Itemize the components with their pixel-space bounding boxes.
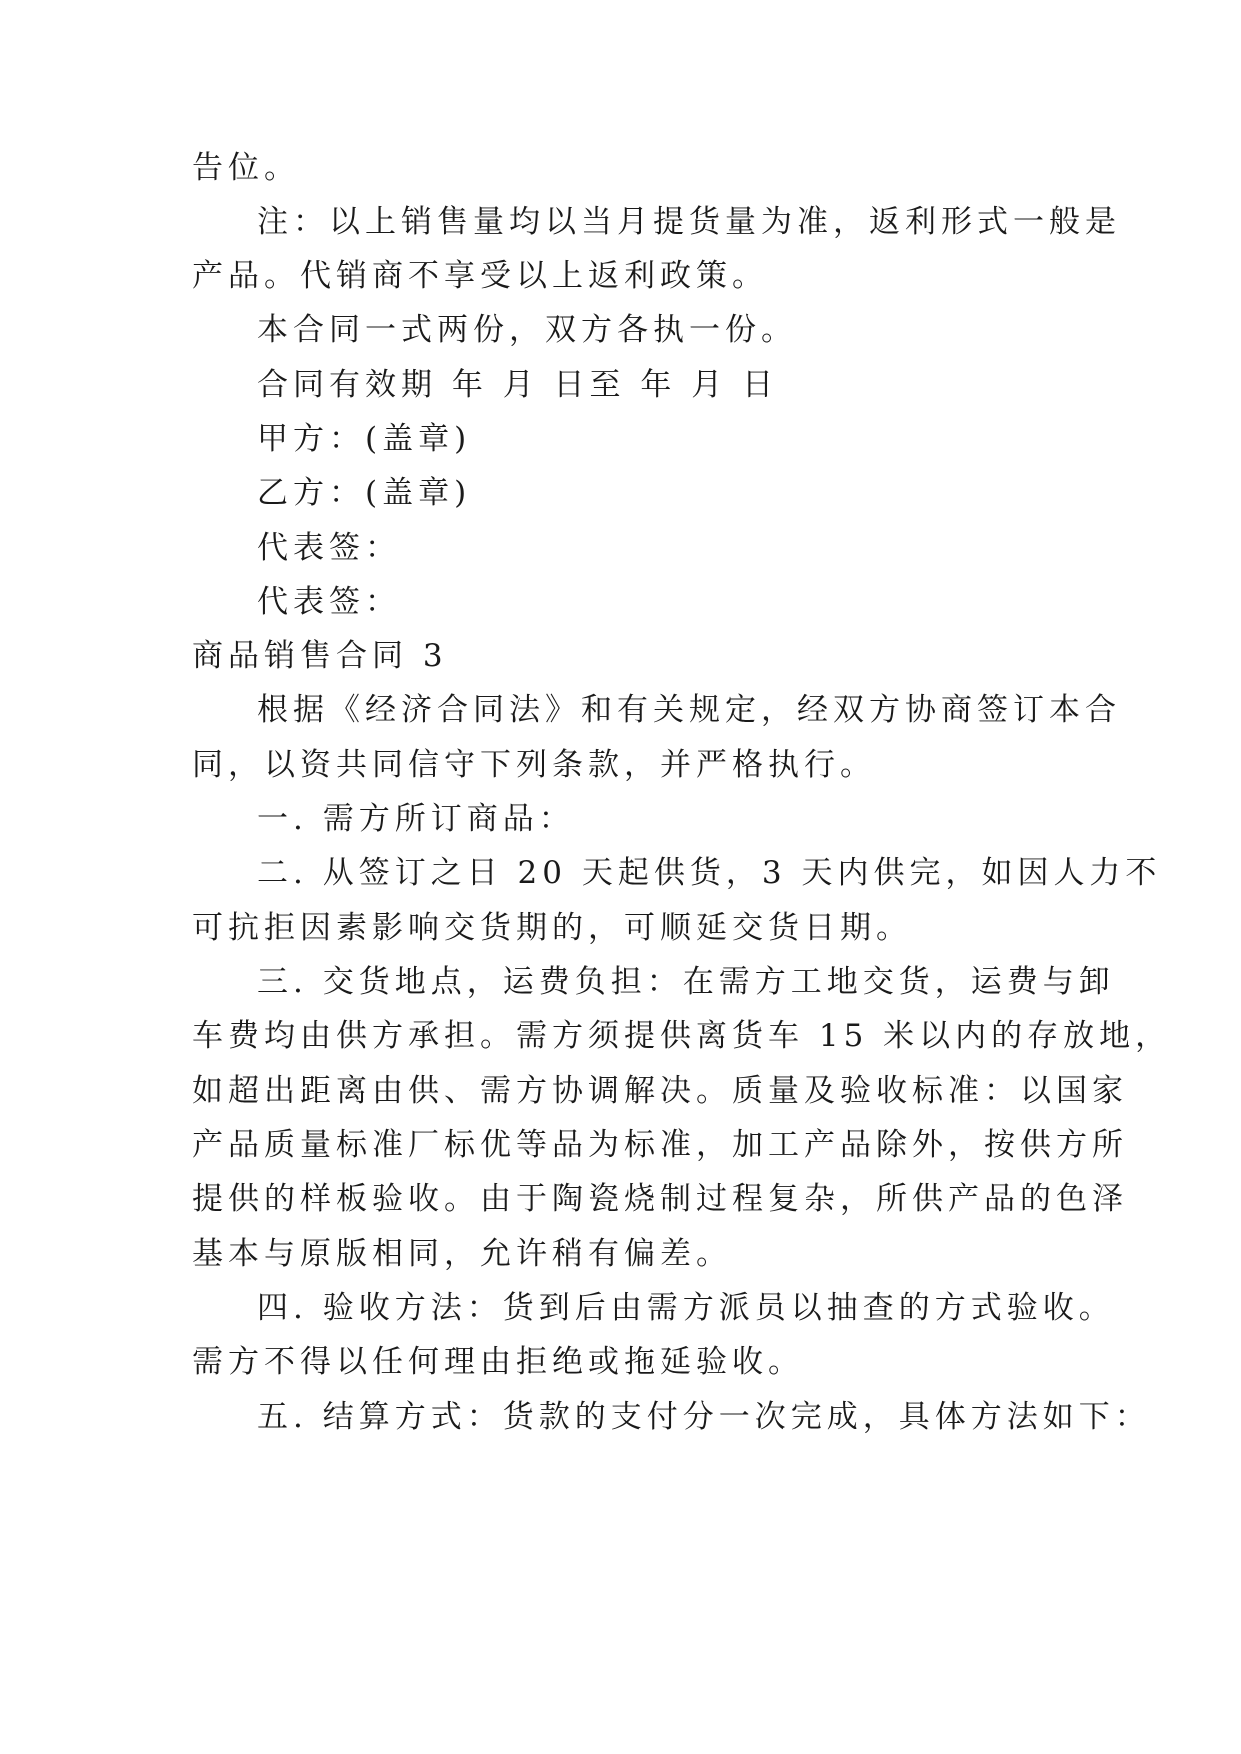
text-line: 注：以上销售量均以当月提货量为准，返利形式一般是 (257, 204, 1121, 240)
section-heading: 商品销售合同 3 (192, 638, 448, 674)
text-line: 产品。代销商不享受以上返利政策。 (192, 258, 768, 294)
text-line: 合同有效期 年 月 日至 年 月 日 (257, 367, 779, 403)
text-line: 代表签： (257, 530, 401, 566)
text-line: 甲方：(盖章) (257, 421, 472, 457)
text-line: 车费均由供方承担。需方须提供离货车 15 米以内的存放地， (192, 1018, 1172, 1054)
text-line: 根据《经济合同法》和有关规定，经双方协商签订本合 (257, 692, 1121, 728)
text-line: 本合同一式两份，双方各执一份。 (257, 312, 797, 348)
text-line: 四. 验收方法：货到后由需方派员以抽查的方式验收。 (257, 1290, 1115, 1326)
text-line: 告位。 (192, 150, 300, 186)
text-line: 同，以资共同信守下列条款，并严格执行。 (192, 747, 876, 783)
text-line: 产品质量标准厂标优等品为标准，加工产品除外，按供方所 (192, 1127, 1128, 1163)
text-line: 如超出距离由供、需方协调解决。质量及验收标准：以国家 (192, 1073, 1128, 1109)
text-line: 乙方：(盖章) (257, 475, 472, 511)
text-line: 可抗拒因素影响交货期的，可顺延交货日期。 (192, 910, 912, 946)
text-line: 二. 从签订之日 20 天起供货，3 天内供完，如因人力不 (257, 855, 1162, 891)
text-line: 三. 交货地点，运费负担：在需方工地交货，运费与卸 (257, 964, 1115, 1000)
text-line: 五. 结算方式：货款的支付分一次完成，具体方法如下： (257, 1399, 1151, 1435)
text-line: 一. 需方所订商品： (257, 801, 575, 837)
text-line: 基本与原版相同，允许稍有偏差。 (192, 1236, 732, 1272)
text-line: 提供的样板验收。由于陶瓷烧制过程复杂，所供产品的色泽 (192, 1181, 1128, 1217)
text-line: 需方不得以任何理由拒绝或拖延验收。 (192, 1344, 804, 1380)
text-line: 代表签： (257, 584, 401, 620)
